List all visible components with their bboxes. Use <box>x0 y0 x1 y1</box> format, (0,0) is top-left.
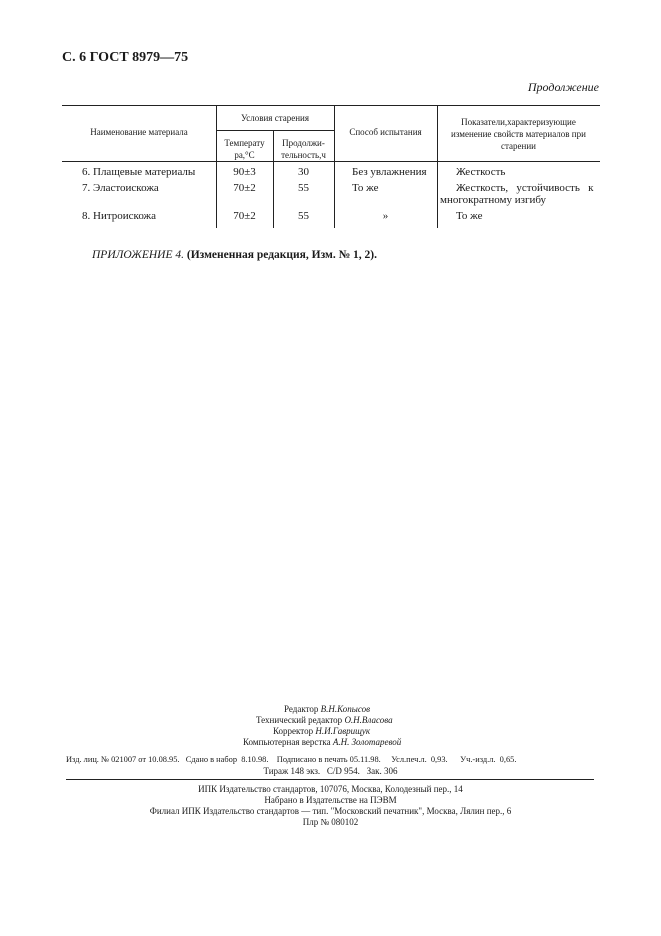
imprint-print-run-line: Тираж 148 экз. С/D 954. Зак. 306 <box>263 766 398 776</box>
imprint-divider <box>66 779 594 780</box>
table-top-rule <box>62 105 600 106</box>
header-duration-line-1: Продолжи- <box>282 138 325 148</box>
table-header-bottom-rule <box>62 161 600 162</box>
row-8-duration: 55 <box>298 210 309 222</box>
header-temperature <box>216 137 273 161</box>
imprint-tech-editor: Технический редактор О.Н.Власова <box>256 715 393 725</box>
imprint-publisher-line: ИПК Издательство стандартов, 107076, Москва, Колодезный пер., 14 <box>198 784 463 794</box>
imprint-typeset-line: Набрано в Издательстве на ПЭВМ <box>264 795 397 805</box>
appendix-note <box>92 249 377 261</box>
imprint-layout: Компьютерная верстка А.Н. Золотаревой <box>243 737 402 747</box>
row-6-duration: 30 <box>298 166 309 178</box>
imprint-license-line: Изд. лиц. № 021007 от 10.08.95. Сдано в набор 8.10.98. Подписано в печать 05.11.98. Усл.печ.л. 0,93. Уч.-изд.л. 0,65. <box>66 755 517 764</box>
row-6-method: Без увлажнения <box>352 166 427 178</box>
row-8-indicator: То же <box>456 210 483 222</box>
appendix-revision: (Измененная редакция, Изм. № 1, 2). <box>186 249 377 261</box>
header-indicators-line-3: старении <box>501 141 536 151</box>
header-aging-conditions: Условия старения <box>240 113 310 123</box>
row-6-temperature: 90±3 <box>233 166 256 178</box>
header-duration-line-2: тельность,ч <box>281 150 326 160</box>
continuation-label: Продолжение <box>527 80 599 94</box>
header-temperature-line-1: Температу <box>224 138 265 148</box>
header-test-method: Способ испытания <box>349 127 422 137</box>
imprint-corrector: Корректор Н.И.Гаврищук <box>273 726 371 736</box>
appendix-label: ПРИЛОЖЕНИЕ 4. <box>92 249 184 261</box>
header-indicators-line-1: Показатели,характеризующие <box>461 117 576 127</box>
row-7-material: 7. Эластоискожа <box>82 182 159 194</box>
header-material: Наименование материала <box>90 127 188 137</box>
page-header: С. 6 ГОСТ 8979—75 <box>62 50 189 65</box>
row-6-material: 6. Плащевые материалы <box>82 166 196 178</box>
row-8-material: 8. Нитроискожа <box>82 210 157 222</box>
row-8-temperature: 70±2 <box>233 210 256 222</box>
table-aging-subrule <box>216 130 334 131</box>
row-7-temperature: 70±2 <box>233 182 256 194</box>
row-7-indicator-line-2: многократному изгибу <box>440 194 547 206</box>
row-7-method: То же <box>352 182 379 194</box>
header-indicators-line-2: изменение свойств материалов при <box>451 129 586 139</box>
row-7-indicator-line-1: Жесткость, устойчивость к <box>456 182 594 194</box>
header-temperature-line-2: ра,°С <box>234 150 255 160</box>
header-indicators <box>437 116 600 152</box>
imprint-branch-line: Филиал ИПК Издательство стандартов — тип. "Московский печатник", Москва, Лялин пер., 6 <box>149 806 512 816</box>
imprint-editor: Редактор В.Н.Копысов <box>284 704 371 714</box>
imprint-plr-line: Плр № 080102 <box>302 817 359 827</box>
header-duration <box>273 137 334 161</box>
row-7-duration: 55 <box>298 182 309 194</box>
row-6-indicator: Жесткость <box>456 166 506 178</box>
row-8-method: » <box>382 210 389 222</box>
